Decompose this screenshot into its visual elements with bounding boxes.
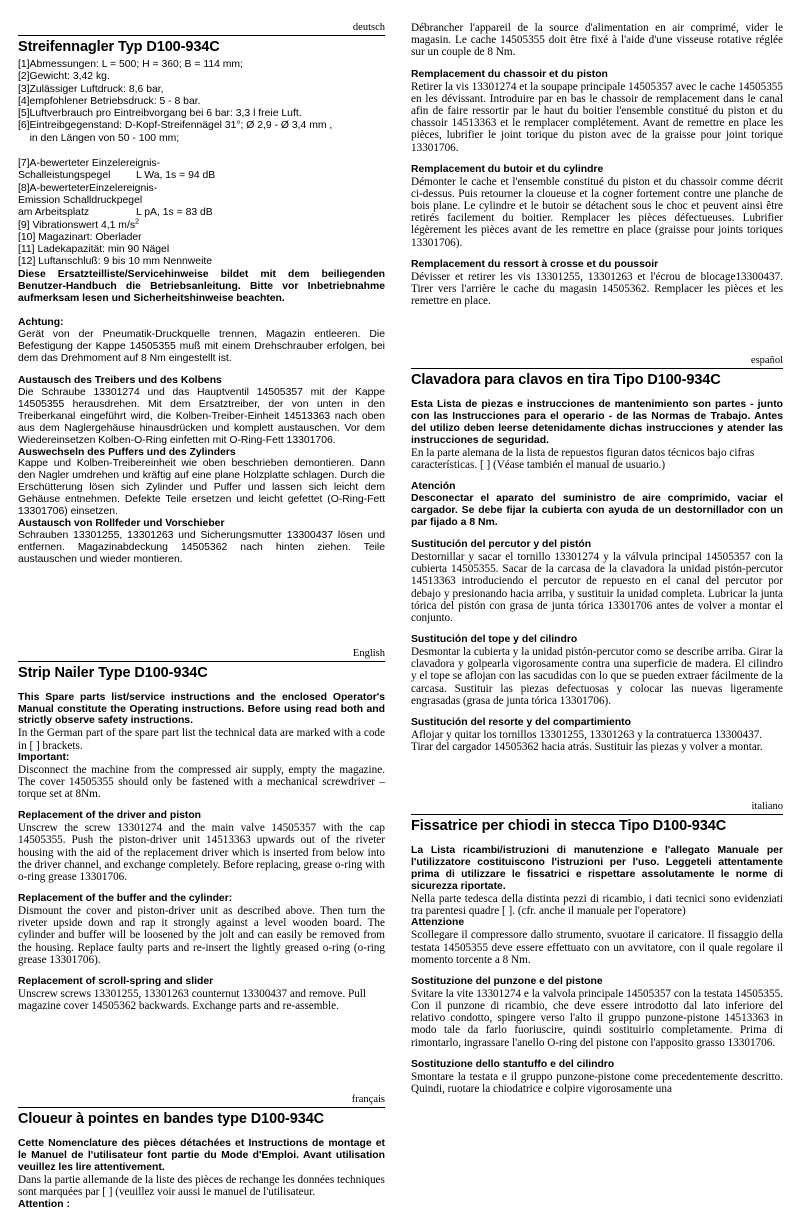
spec-item-4: [4]empfohlener Betriebsdruck: 5 - 8 bar. <box>18 95 201 107</box>
spacer <box>18 685 385 692</box>
body-driver-piston-spanish: Destornillar y sacar el tornillo 13301274 y la válvula principal 14505357 con la cubierta 14505355. Sacar de la carcasa de la clavadora la unidad pistón-percutor 14513363 introduciendo el percutor de repuesto en el canal del percutor por debajo y presionando hacia arriba, y sustituir la unidad completa. Lubricar la junta tórica del pistón con grasa de junta tórica 13301706 antes de volver a montar el conjunto. <box>411 550 783 624</box>
body-buffer-cylinder-spanish: Desmontar la cubierta y la unidad pistón-percutor como se describe arriba. Girar la clavadora y golpearla vigorosamente contra una superficie de madera. El cilindro y el tope se aflojan con las sacudidas con lo que se pueden extraer fácilmente de la carcasa. Sustituir las piezas defectuosas y colocar las nuevas ligeramente engrasadas (grasa de junta tórica 13301706). <box>411 646 783 707</box>
title-divider-italian <box>411 814 783 815</box>
attention-body-german: Gerät von der Pneumatik-Druckquelle trennen, Magazin entleeren. Die Befestigung der Kappe 14505355 muß mit einem Drehschrauber erfolgen, bei dem das Drehmoment auf 8 Nm eingestellt ist. <box>18 329 385 365</box>
spec-item-5: [5]Luftverbrauch pro Eintreibvorgang bei 6 bar: 3,3 l freie Luft. <box>18 108 302 120</box>
body-driver-piston-french: Retirer la vis 13301274 et la soupape principale 14505357 avec le cache 14505355 en les dévissant. Introduire par en bas le chassoir de remplacement dans le canal afin de faire ressortir par le haut du boitier l'ensemble constitué du piston et du chassoir 14513363 et le remplacer complétement. Avant de remettre en place les pièces, lubrifier le joint torique du piston avec de la graisse pour joint torique 13301706. <box>411 80 783 154</box>
right-column <box>411 22 783 1095</box>
title-divider-german <box>18 35 385 36</box>
language-label-spanish: español <box>750 355 783 367</box>
spec-item-8-line2: Emission Schalldruckpegel <box>18 194 143 206</box>
heading-buffer-cylinder-spanish: Sustitución del tope y del cilindro <box>411 634 578 646</box>
intro-plain-spanish: En la parte alemana de la lista de repuestos figuran datos técnicos bajo cifras características. [ ] (Véase también el manual de usuario.) <box>411 447 755 472</box>
body-spring-slider-french: Dévisser et retirer les vis 13301255, 13301263 et l'écrou de blocage13300437. Tirer vers l'arrière le cache du magasin 14505362. Remplacer les pièces et les remettre en place. <box>411 270 783 308</box>
intro-plain-french: Dans la partie allemande de la liste des pièces de rechange les données techniques sont marquées par [ ] (veuillez voir aussi le manuel de l'utilisateur. <box>18 1174 385 1199</box>
section-title-german: Streifennagler Typ D100-934C <box>18 39 220 55</box>
spec-item-8-value: L pA, 1s = 83 dB <box>136 207 213 219</box>
title-divider-spanish <box>411 368 783 369</box>
spec-item-10: [10] Magazinart: Oberlader <box>18 231 142 243</box>
spec-item-7-line1: [7]A-bewerteter Einzelereignis- <box>18 158 161 170</box>
body-driver-piston-italian: Svitare la vite 13301274 e la valvola principale 14505357 con la testata 14505355. Con il punzone di ricambio, che deve essere introdotto dal lato inferiore del relativo condotto, spingere verso l'alto il gruppo punzone-pistone 14513363 in modo tale da farlo fuoriuscire, quindi sostituirlo completamente. Prima di rimontarlo, ingrassare l'anello O-ring del pistone con l'apposito grasso 13301706. <box>411 987 783 1049</box>
spec-item-11: [11] Ladekapazität: min 90 Nägel <box>18 244 170 256</box>
spacer <box>18 304 385 317</box>
two-column-layout <box>18 22 794 1210</box>
intro-plain-italian: Nella parte tedesca della distinta pezzi di ricambio, i dati tecnici sono evidenziati tra parentesi quadre [ ]. (cfr. anche il manuale per l'operatore) <box>411 893 783 918</box>
section-title-italian: Fissatrice per chiodi in stecca Tipo D100-934C <box>411 818 727 835</box>
important-body-english: Disconnect the machine from the compressed air supply, empty the magazine. The cover 14505355 should only be fastened with a mechanical screwdriver – torque set at 8Nm. <box>18 763 385 801</box>
spacer <box>18 145 385 158</box>
spec-item-9-text: [9] Vibrationswert 4,1 m/s <box>18 219 136 231</box>
attention-heading-spanish: Atención <box>411 481 456 493</box>
technical-spec-list-german <box>18 59 385 145</box>
language-label-italian: italiano <box>751 801 783 813</box>
spacer-between-sections <box>18 1012 385 1094</box>
heading-buffer-cylinder-english: Replacement of the buffer and the cylinder: <box>18 893 233 905</box>
acoustic-spec-list-german <box>18 158 385 269</box>
spacer-between-sections <box>411 753 783 801</box>
heading-driver-piston-french: Remplacement du chassoir et du piston <box>411 68 608 80</box>
spacer <box>411 838 783 845</box>
section-italian <box>411 801 783 1095</box>
intro-paragraph-italian: La Lista ricambi/istruzioni di manutenzione e l'allegato Manuale per l'utilizzatore costituiscono l'istruzioni per l'uso. Leggeteli attentamente prima di utilizzare le fissatrici e rispettare assolutamente le norme di sicurezza riportate. <box>411 845 783 893</box>
section-title-spanish: Clavadora para clavos en tira Tipo D100-934C <box>411 372 721 389</box>
section-title-french: Cloueur à pointes en bandes type D100-934C <box>18 1111 325 1128</box>
spec-item-9-exponent: 2 <box>135 216 140 226</box>
intro-paragraph-english: This Spare parts list/service instructions and the enclosed Operator's Manual constitute the Operating instructions. Before using read both and strictly observe safety instructions. <box>18 691 385 727</box>
spec-item-6: [6]Eintreibgegenstand: D-Kopf-Streifennägel 31°; Ø 2,9 - Ø 3,4 mm , <box>18 120 333 132</box>
attention-body-french: Débrancher l'appareil de la source d'alimentation en air comprimé, vider le magasin. Le cache 14505355 doit être fixé à l'aide d'une visseuse rotative réglée sur un couple de 8 Nm. <box>411 22 783 59</box>
intro-plain-english: In the German part of the spare part list the technical data are marked with a code in [ ] brackets. <box>18 727 385 752</box>
body-spring-slider-english: Unscrew screws 13301255, 13301263 counternut 13300437 and remove. Pull magazine cover 14505362 backwards. Exchange parts and re-assemble. <box>18 987 366 1013</box>
spec-item-6-cont: in den Längen von 50 - 100 mm; <box>18 132 180 144</box>
attention-heading-italian: Attenzione <box>411 917 465 929</box>
body-driver-piston-english: Unscrew the screw 13301274 and the main valve 14505357 with the cap 14505355. Push the piston-driver unit 14513363 upwards out of the riveter housing with the aid of the replacement driver which is inserted from below into the driver channel, and exchange completely. Before replacing, grease o-ring with o-ring grease 13301706. <box>18 822 385 883</box>
heading-spring-slider-french: Remplacement du ressort à crosse et du poussoir <box>411 258 659 270</box>
language-label-english: English <box>352 647 385 659</box>
body-spring-slider-spanish: Aflojar y quitar los tornillos 13301255, 13301263 y la contratuerca 13300437. Tirar del cargador 14505362 hacia atrás. Sustituir las piezas y volver a montar. <box>411 728 763 754</box>
heading-buffer-cylinder-italian: Sostituzione dello stantuffo e del cilindro <box>411 1058 615 1070</box>
heading-buffer-cylinder-french: Remplacement du butoir et du cylindre <box>411 163 604 175</box>
spec-item-8-line3 <box>18 207 385 219</box>
section-french <box>18 1094 385 1210</box>
heading-driver-piston-german: Austausch des Treibers und des Kolbens <box>18 375 222 387</box>
spec-item-7-line2 <box>18 170 385 182</box>
attention-heading-french: Attention : <box>18 1198 70 1210</box>
spec-item-12: [12] Luftanschluß: 9 bis 10 mm Nennweite <box>18 256 213 268</box>
spacer-between-sections <box>411 307 783 355</box>
spacer <box>18 1131 385 1138</box>
heading-spring-slider-english: Replacement of scroll-spring and slider <box>18 976 214 988</box>
body-buffer-cylinder-italian: Smontare la testata e il gruppo punzone-pistone come precedentemente descritto. Quindi, ruotare la chiodatrice e colpire vigorosamente una <box>411 1070 783 1095</box>
body-spring-slider-german: Schrauben 13301255, 13301263 und Sicherungsmutter 13300437 lösen und entfernen. Magazinabdeckung 14505362 nach hinten ziehen. Teile austauschen und wieder montieren. <box>18 529 385 565</box>
spacer <box>411 392 783 399</box>
body-driver-piston-german: Die Schraube 13301274 und das Hauptventil 14505357 mit der Kappe 14505355 herausdrehen. Mit dem Ersatztreiber, der von unten in den Treiberkanal eingeführt wird, die Kolben-Treiber-Einheit 14513363 nach oben aus dem Naglergehäuse hinausdrücken und komplett austauschen. Vor dem Wiedereinsetzen Kolben-O-Ring einfetten mit O-Ring-Fett 13301706. <box>18 387 385 446</box>
spec-item-9 <box>18 216 385 232</box>
left-column <box>18 22 385 1210</box>
language-label-german: deutsch <box>352 22 385 33</box>
important-heading-english: Important: <box>18 751 70 763</box>
title-divider-english <box>18 661 385 662</box>
spec-item-3: [3]Zulässiger Luftdruck: 8,6 bar, <box>18 83 164 95</box>
spec-item-2: [2]Gewicht: 3,42 kg. <box>18 71 110 83</box>
section-french-continued <box>411 22 783 307</box>
spacer-between-sections <box>18 566 385 648</box>
intro-paragraph-french: Cette Nomenclature des pièces détachées et Instructions de montage et le Manuel de l'utilisateur font partie du Mode d'Emploi. Avant utilisation veuillez les lire attentivement. <box>18 1138 385 1174</box>
spec-item-8-label: am Arbeitsplatz <box>18 207 90 219</box>
heading-spring-slider-spanish: Sustitución del resorte y del compartimiento <box>411 717 631 729</box>
attention-heading-german: Achtung: <box>18 317 64 329</box>
body-buffer-cylinder-german: Kappe und Kolben-Treibereinheit wie oben beschrieben demontieren. Dann den Nagler umdrehen und kräftig auf eine plane Holzplatte schlagen. Durch die Erschütterung lösen sich Zylinder und Puffer und lassen sich leicht dem Gehäuse entnehmen. Defekte Teile ersetzen und leicht gefettet (O-Ring-Fett 13301706) einsetzen. <box>18 458 385 518</box>
language-label-french: français <box>351 1094 385 1106</box>
spec-item-1: [1]Abmessungen: L = 500; H = 360; B = 114 mm; <box>18 59 243 70</box>
body-buffer-cylinder-english: Dismount the cover and piston-driver unit as described above. Then turn the riveter upside down and rap it strongly against a level wooden board. The cylinder and buffer will be loosened by the jolt and can easily be removed from the housing. Replace faulty parts and re-insert the lightly greased o-ring (o-ring grease 13301706). <box>18 905 385 966</box>
attention-body-italian: Scollegare il compressore dallo strumento, svuotare il caricatore. Il fissaggio della testata 14505355 deve essere effettuato con un avvitatore, con il quale regolare il momento torcente a 8 Nm. <box>411 929 783 966</box>
heading-driver-piston-english: Replacement of the driver and piston <box>18 810 202 822</box>
section-title-english: Strip Nailer Type D100-934C <box>18 664 208 681</box>
title-divider-french <box>18 1107 385 1108</box>
heading-buffer-cylinder-german: Auswechseln des Puffers und des Zylinders <box>18 446 236 458</box>
section-spanish <box>411 355 783 753</box>
section-english <box>18 648 385 1013</box>
section-german <box>18 22 385 566</box>
intro-paragraph-german: Diese Ersatzteilliste/Servicehinweise bildet mit dem beiliegenden Benutzer-Handbuch die Betriebsanleitung. Bitte vor Inbetriebnahme aufmerksam lesen und Sicherheitshinweise beachten. <box>18 268 385 304</box>
heading-spring-slider-german: Austausch von Rollfeder und Vorschieber <box>18 517 225 529</box>
intro-paragraph-spanish: Esta Lista de piezas e instrucciones de mantenimiento son partes - junto con las Instrucciones para el operario - de las Normas de Trabajo. Antes del utilizo deben leerse detenidamente dichas instrucciones y atender las instrucciones de seguridad. <box>411 399 783 447</box>
attention-body-spanish: Desconectar el aparato del suministro de aire comprimido, vaciar el cargador. Se debe fijar la cubierta con ayuda de un destornillador con un par fijado a 8 Nm. <box>411 493 783 529</box>
spec-item-7-label: Schalleistungspegel <box>18 170 111 182</box>
spec-item-7-value: L Wa, 1s = 94 dB <box>136 170 216 182</box>
heading-driver-piston-italian: Sostituzione del punzone e del pistone <box>411 975 603 987</box>
spec-item-8-line1: [8]A-bewerteterEinzelereignis- <box>18 182 158 194</box>
body-buffer-cylinder-french: Démonter le cache et l'ensemble constitué du piston et du chassoir comme décrit ci-dessus. Puis retourner la cloueuse et la cogner fortement contre une planche de bois plane. Le cylindre et le butoir se détachent sous le choc et peuvent ainsi être retirés facilement du boitier. Remplacer les pièces défectueuses. Lubrifier légèrement les pièces avant de les remettre en place (graisse pour joints toriques 13301706). <box>411 175 783 249</box>
heading-driver-piston-spanish: Sustitución del percutor y del pistón <box>411 539 592 551</box>
